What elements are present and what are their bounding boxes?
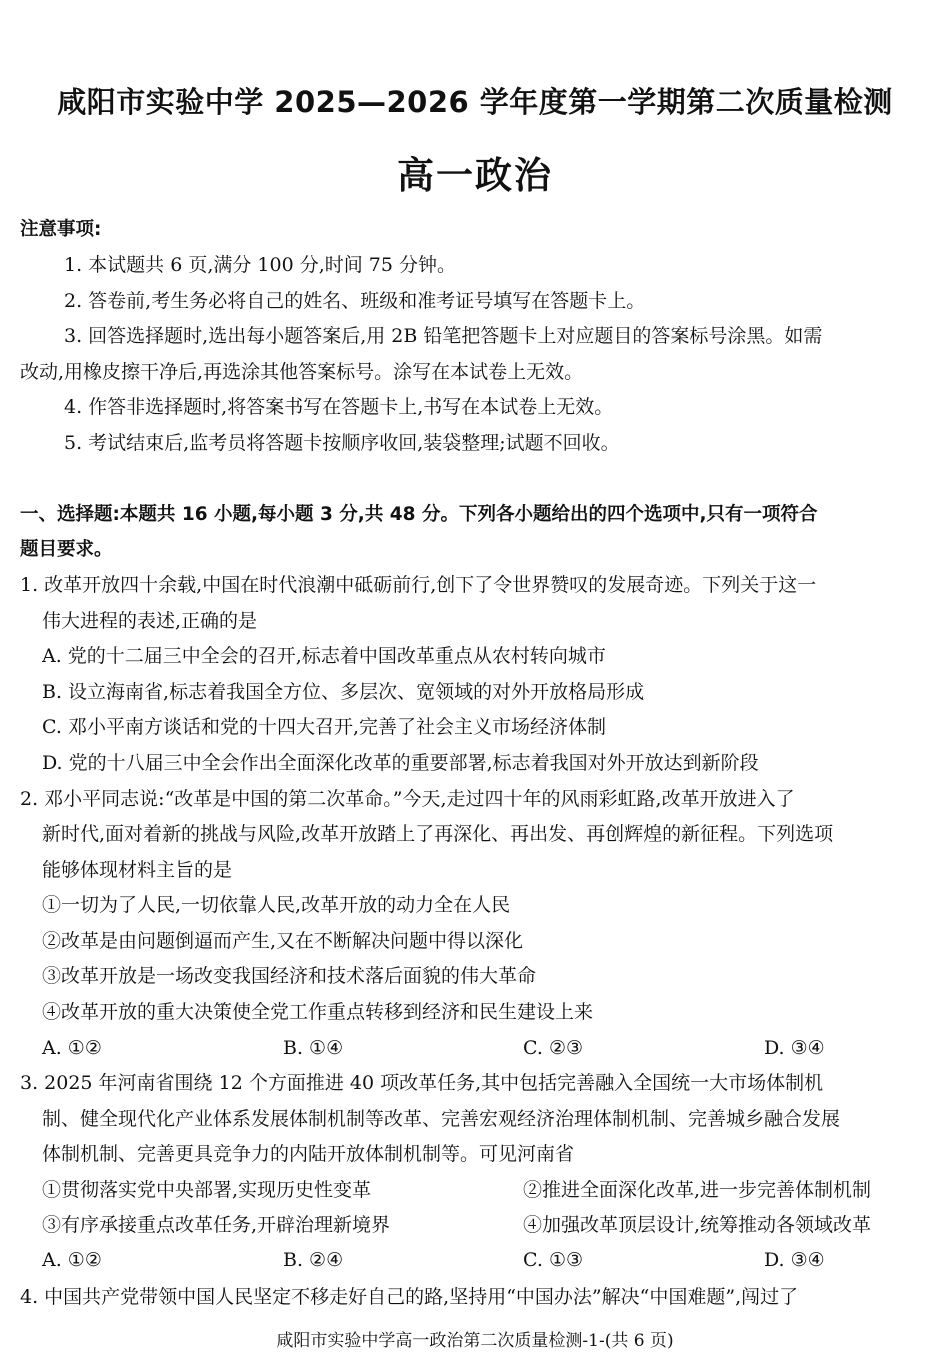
q2-option-b: B. ①④	[283, 1037, 344, 1059]
note-item: 3. 回答选择题时,选出每小题答案后,用 2B 铅笔把答题卡上对应题目的答案标号涂黑。如需	[64, 325, 823, 347]
subject-title: 高一政治	[397, 154, 553, 197]
q3-option-a: A. ①②	[42, 1249, 102, 1271]
section-heading: 一、选择题:本题共 16 小题,每小题 3 分,共 48 分。下列各小题给出的四个选项中,只有一项符合	[20, 504, 818, 525]
page-footer: 咸阳市实验中学高一政治第二次质量检测-1-(共 6 页)	[276, 1331, 674, 1351]
exam-title: 咸阳市实验中学 2025—2026 学年度第一学期第二次质量检测	[57, 85, 893, 119]
q1-option-b: B. 设立海南省,标志着我国全方位、多层次、宽领域的对外开放格局形成	[42, 681, 645, 703]
q2-option-c: C. ②③	[523, 1037, 584, 1059]
q1-option-a: A. 党的十二届三中全会的召开,标志着中国改革重点从农村转向城市	[42, 645, 606, 667]
q2-option-a: A. ①②	[42, 1037, 102, 1059]
section-heading-continued: 题目要求。	[20, 539, 113, 560]
note-item-continued: 改动,用橡皮擦干净后,再选涂其他答案标号。涂写在本试卷上无效。	[20, 361, 584, 383]
q2-stem-continued: 新时代,面对着新的挑战与风险,改革开放踏上了再深化、再出发、再创辉煌的新征程。下列选项	[42, 823, 834, 845]
note-item: 5. 考试结束后,监考员将答题卡按顺序收回,装袋整理;试题不回收。	[64, 432, 620, 454]
q1-stem: 1. 改革开放四十余载,中国在时代浪潮中砥砺前行,创下了令世界赞叹的发展奇迹。下列关于这一	[20, 574, 817, 596]
q2-option-d: D. ③④	[764, 1037, 825, 1059]
q3-stem-continued: 制、健全现代化产业体系发展体制机制等改革、完善宏观经济治理体制机制、完善城乡融合发展	[42, 1108, 841, 1130]
q3-statement-3: ③有序承接重点改革任务,开辟治理新境界	[42, 1214, 391, 1236]
q2-statement-1: ①一切为了人民,一切依靠人民,改革开放的动力全在人民	[42, 894, 511, 916]
q3-stem-continued: 体制机制、完善更具竞争力的内陆开放体制机制等。可见河南省	[42, 1143, 575, 1165]
q1-stem-continued: 伟大进程的表述,正确的是	[42, 610, 258, 632]
q3-statement-1: ①贯彻落实党中央部署,实现历史性变革	[42, 1179, 372, 1201]
q3-statement-4: ④加强改革顶层设计,统筹推动各领域改革	[523, 1214, 872, 1236]
q2-statement-4: ④改革开放的重大决策使全党工作重点转移到经济和民生建设上来	[42, 1001, 594, 1023]
q3-option-b: B. ②④	[283, 1249, 344, 1271]
q2-statement-3: ③改革开放是一场改变我国经济和技术落后面貌的伟大革命	[42, 965, 537, 987]
note-item: 2. 答卷前,考生务必将自己的姓名、班级和准考证号填写在答题卡上。	[64, 290, 646, 312]
q1-option-d: D. 党的十八届三中全会作出全面深化改革的重要部署,标志着我国对外开放达到新阶段	[42, 752, 759, 774]
q1-option-c: C. 邓小平南方谈话和党的十四大召开,完善了社会主义市场经济体制	[42, 716, 606, 738]
note-item: 1. 本试题共 6 页,满分 100 分,时间 75 分钟。	[64, 254, 457, 276]
q4-stem: 4. 中国共产党带领中国人民坚定不移走好自己的路,坚持用“中国办法”解决“中国难题”,闯过了	[20, 1286, 799, 1308]
q2-stem-continued: 能够体现材料主旨的是	[42, 859, 233, 881]
q3-statement-2: ②推进全面深化改革,进一步完善体制机制	[523, 1179, 872, 1201]
note-item: 4. 作答非选择题时,将答案书写在答题卡上,书写在本试卷上无效。	[64, 396, 614, 418]
q2-statement-2: ②改革是由问题倒逼而产生,又在不断解决问题中得以深化	[42, 930, 524, 952]
notes-heading: 注意事项:	[20, 219, 102, 240]
q3-option-c: C. ①③	[523, 1249, 584, 1271]
q2-stem: 2. 邓小平同志说:“改革是中国的第二次革命。”今天,走过四十年的风雨彩虹路,改革开放进入了	[20, 788, 795, 810]
q3-stem: 3. 2025 年河南省围绕 12 个方面推进 40 项改革任务,其中包括完善融入全国统一大市场体制机	[20, 1072, 824, 1094]
q3-option-d: D. ③④	[764, 1249, 825, 1271]
